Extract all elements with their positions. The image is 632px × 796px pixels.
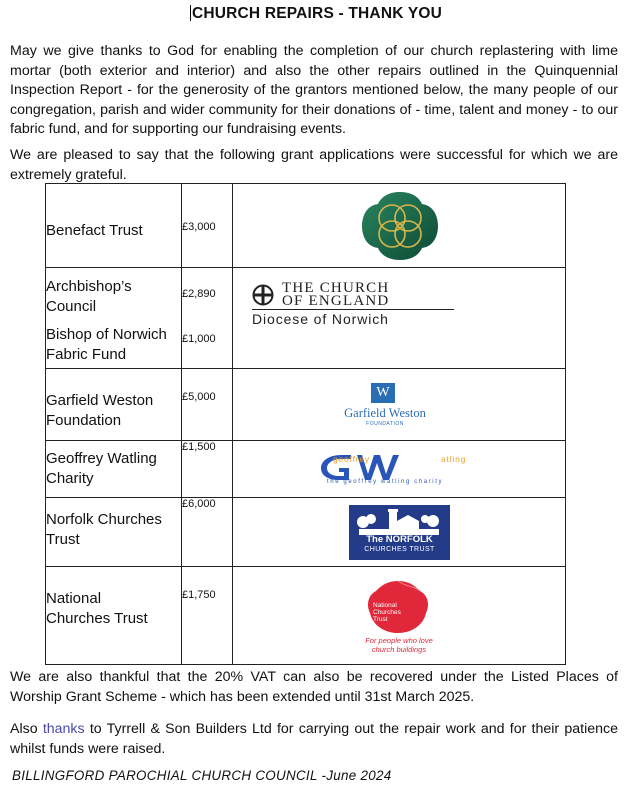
- coe-line1: THE CHURCH: [282, 280, 390, 296]
- table-row: [46, 498, 566, 567]
- natct-tagline: [341, 637, 457, 654]
- garfield-weston-name: Garfield Weston: [344, 406, 426, 420]
- watling-text: atling: [441, 454, 467, 464]
- grantor-name-text: Benefact Trust: [46, 222, 143, 239]
- grantor-name-text: Geoffrey Watling Charity: [46, 450, 157, 487]
- table-row: [46, 369, 566, 441]
- coe-cross-icon: [252, 284, 274, 306]
- garfield-weston-logo: [233, 369, 566, 441]
- watling-sub: the geoffrey watling charity: [327, 479, 444, 485]
- builders-thanks: thanks: [42, 721, 85, 737]
- natct-tag1: For people who love: [365, 636, 433, 645]
- coe-name: [282, 282, 389, 308]
- church-of-england-logo: [233, 268, 566, 369]
- grantor-name: [46, 268, 182, 369]
- grantor-name: [46, 498, 182, 567]
- pleased-paragraph: We are pleased to say that the following grant applications were successful for which we are extremely grateful.: [10, 147, 618, 183]
- grant-amount: £6,000: [182, 498, 233, 567]
- grantor-name-text: Norfolk Churches Trust: [46, 511, 162, 548]
- grant-amount-text: £1,000: [182, 333, 216, 345]
- grantor-name-text: Archbishop’s Council: [46, 278, 132, 315]
- builders-paragraph: [10, 720, 618, 759]
- benefact-trust-logo: [233, 184, 566, 268]
- signature: BILLINGFORD PAROCHIAL CHURCH COUNCIL -June 2024: [12, 768, 392, 783]
- nct-line1: The NORFOLK: [366, 534, 433, 545]
- nct-line2: CHURCHES TRUST: [364, 546, 435, 553]
- coe-line2: OF ENGLAND: [282, 293, 390, 309]
- grantor-name-text: Bishop of Norwich Fabric Fund: [46, 326, 167, 363]
- grant-amount: £5,000: [182, 369, 233, 441]
- geoffrey-watling-logo: [233, 441, 566, 498]
- grant-amount: £1,750: [182, 567, 233, 665]
- natct-name: [373, 602, 401, 623]
- grantor-name: [46, 441, 182, 498]
- grantor-name-text: National Churches Trust: [46, 590, 148, 627]
- grant-amount: [182, 268, 233, 369]
- table-row: [46, 184, 566, 268]
- grantor-name-text: Garfield Weston Foundation: [46, 392, 154, 429]
- garfield-weston-emblem: W: [371, 383, 395, 403]
- table-row: [46, 441, 566, 498]
- grantor-name: [46, 184, 182, 268]
- table-row: [46, 567, 566, 665]
- intro-paragraph: May we give thanks to God for enabling the completion of our church replastering with lime mortar (both exterior and interior) and also the other repairs outlined in the Quinquennial Inspection Report - for the generosity of the grantors mentioned below, the many people of our congregation, parish and wider community for their donations of - time, talent and money - to our fabric fund, and for supporting our fundraising events.: [10, 43, 618, 138]
- nct-badge: [349, 505, 450, 560]
- natct-line3: Trust: [373, 616, 388, 623]
- grant-amount: £1,500: [182, 441, 233, 498]
- natct-tag2: church buildings: [371, 644, 427, 654]
- table-row: [46, 268, 566, 369]
- builders-rest: to Tyrrell & Son Builders Ltd for carrying out the repair work and for their patience whilst funds were raised.: [10, 721, 618, 757]
- page-title: [0, 5, 632, 23]
- vat-paragraph: We are also thankful that the 20% VAT can also be recovered under the Listed Places of Worship Grant Scheme - which has been extended until 31st March 2025.: [10, 669, 618, 705]
- coe-divider: [252, 309, 454, 310]
- title-text: CHURCH REPAIRS - THANK YOU: [191, 5, 443, 22]
- geoffrey-text: geoffrey: [333, 454, 370, 464]
- builders-prefix: Also: [10, 721, 43, 737]
- national-churches-trust-logo: [233, 567, 566, 665]
- grantor-name: [46, 567, 182, 665]
- natct-line2: Churches: [373, 609, 401, 616]
- natct-line1: National: [373, 602, 397, 609]
- text-cursor: [190, 5, 191, 21]
- benefact-trust-emblem-icon: [360, 190, 440, 262]
- garfield-weston-sub: FOUNDATION: [366, 421, 404, 427]
- grant-amount: £3,000: [182, 184, 233, 268]
- grantor-name: [46, 369, 182, 441]
- norfolk-churches-trust-logo: [233, 498, 566, 567]
- coe-diocese: Diocese of Norwich: [252, 311, 389, 327]
- grants-table: [45, 183, 566, 665]
- grant-amount-text: £2,890: [182, 288, 216, 300]
- church-silhouette-icon: [349, 507, 450, 537]
